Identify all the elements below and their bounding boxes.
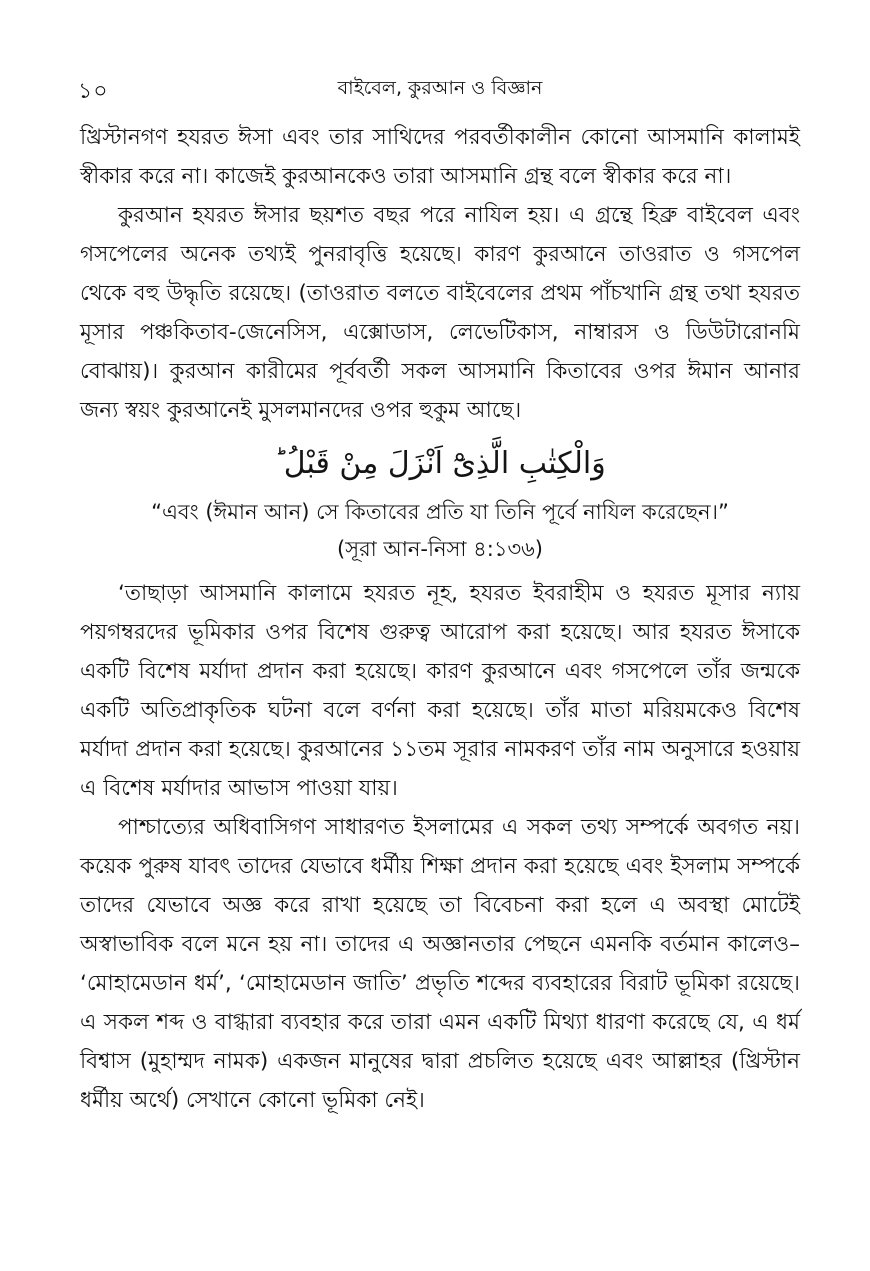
page-number: ১০ bbox=[78, 79, 109, 104]
paragraph-3: ‘তাছাড়া আসমানি কালামে হযরত নূহ, হযরত ইবরাহীম ও হযরত মূসার ন্যায় পয়গম্বরদের ভূমিকার ওপর বিশেষ গুরুত্ব আরোপ করা হয়েছে। আর হযরত ঈসাকে একটি বিশেষ মর্যাদা প্রদান করা হয়েছে। কারণ কুরআনে এবং গসপেলে তাঁর জন্মকে একটি অতিপ্রাকৃতিক ঘটনা বলে বর্ণনা করা হয়েছে। তাঁর মাতা মরিয়মকেও বিশেষ মর্যাদা প্রদান করা হয়েছে। কুরআনের ১১তম সূরার নামকরণ তাঁর নাম অনুসারে হওয়ায় এ বিশেষ মর্যাদার আভাস পাওয়া যায়। bbox=[80, 581, 800, 801]
verse-translation: “এবং (ঈমান আন) সে কিতাবের প্রতি যা তিনি পূর্বে নাযিল করেছেন।” bbox=[151, 500, 729, 524]
page-header bbox=[60, 66, 820, 106]
paragraph-4: পাশ্চাত্যের অধিবাসিগণ সাধারণত ইসলামের এ সকল তথ্য সম্পর্কে অবগত নয়। কয়েক পুরুষ যাবৎ তাদের যেভাবে ধর্মীয় শিক্ষা প্রদান করা হয়েছে এবং ইসলাম সম্পর্কে তাদের যেভাবে অজ্ঞ করে রাখা হয়েছে তা বিবেচনা করা হলে এ অবস্থা মোটেই অস্বাভাবিক বলে মনে হয় না। তাদের এ অজ্ঞানতার পেছনে এমনকি বর্তমান কালেও– ‘মোহামেডান ধর্ম’, ‘মোহামেডান জাতি’ প্রভৃতি শব্দের ব্যবহারের বিরাট ভূমিকা রয়েছে। এ সকল শব্দ ও বাগ্ধারা ব্যবহার করে তারা এমন একটি মিথ্যা ধারণা করেছে যে, এ ধর্ম বিশ্বাস (মুহাম্মদ নামক) একজন মানুষের দ্বারা প্রচলিত হয়েছে এবং আল্লাহর (খ্রিস্টান ধর্মীয় অর্থে) সেখানে কোনো ভূমিকা নেই। bbox=[80, 815, 800, 1113]
page-body bbox=[80, 118, 800, 1120]
verse-reference: (সূরা আন-নিসা ৪:১৩৬) bbox=[337, 537, 543, 561]
arabic-verse: وَالْكِتٰبِ الَّذِىْٓ اَنْزَلَ مِنْ قَبْلُ ؕ bbox=[274, 446, 606, 481]
running-title: বাইবেল, কুরআন ও বিজ্ঞান bbox=[337, 77, 543, 99]
paragraph-1: খ্রিস্টানগণ হযরত ঈসা এবং তার সাথিদের পরবর্তীকালীন কোনো আসমানি কালামই স্বীকার করে না। কাজেই কুরআনকেও তারা আসমানি গ্রন্থ বলে স্বীকার করে না। bbox=[80, 125, 800, 189]
paragraph-2: কুরআন হযরত ঈসার ছয়শত বছর পরে নাযিল হয়। এ গ্রন্থে হিব্রু বাইবেল এবং গসপেলের অনেক তথ্যই পুনরাবৃত্তি হয়েছে। কারণ কুরআনে তাওরাত ও গসপেল থেকে বহু উদ্ধৃতি রয়েছে। (তাওরাত বলতে বাইবেলের প্রথম পাঁচখানি গ্রন্থ তথা হযরত মূসার পঞ্চকিতাব-জেনেসিস, এক্সোডাস, লেভেটিকাস, নাম্বারস ও ডিউটারোনমি বোঝায়)। কুরআন কারীমের পূর্ববর্তী সকল আসমানি কিতাবের ওপর ঈমান আনার জন্য স্বয়ং কুরআনেই মুসলমানদের ওপর হুকুম আছে। bbox=[80, 203, 800, 423]
